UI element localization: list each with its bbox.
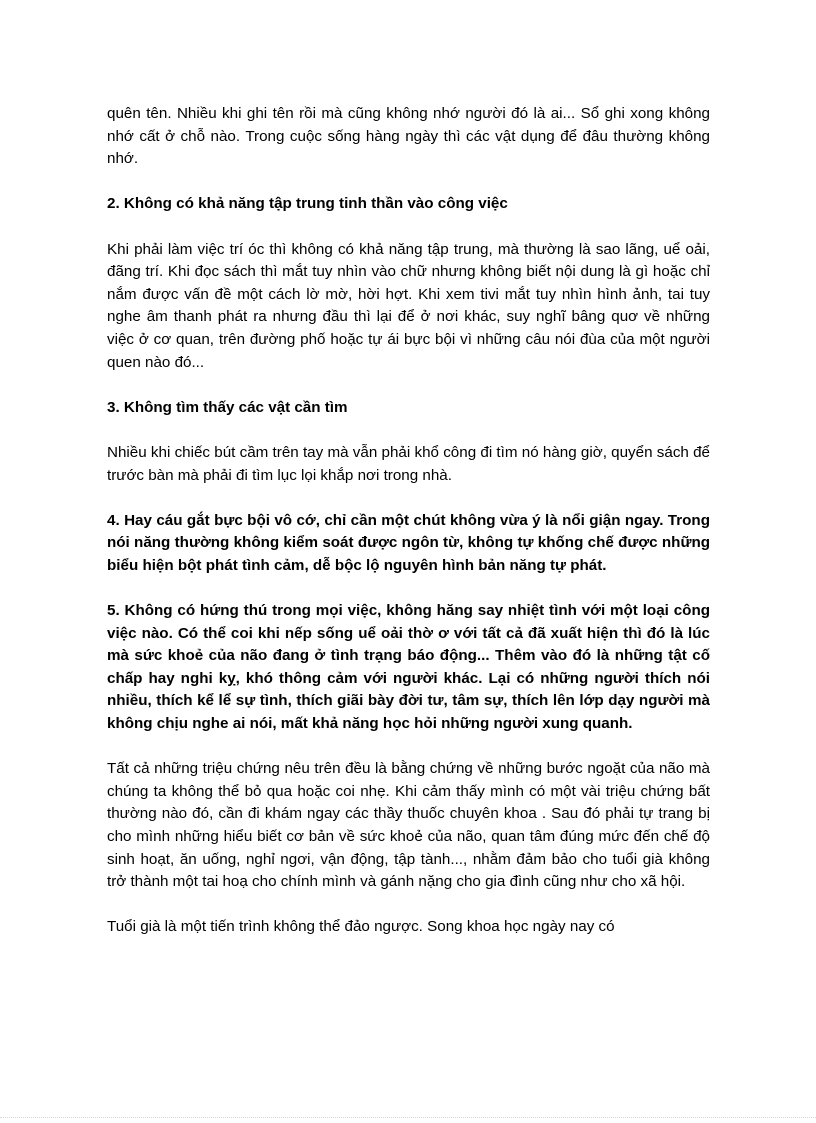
paragraph-section-4: 4. Hay cáu gắt bực bội vô cớ, chỉ cần một chút không vừa ý là nổi giận ngay. Trong nói năng thường không kiểm soát được ngôn từ, không tự khống chế được những biểu hiện bột phát tình cảm, dễ bộc lộ nguyên hình bản năng tự phát.	[107, 511, 710, 574]
paragraph-summary: Tất cả những triệu chứng nêu trên đều là bằng chứng về những bước ngoặt của não mà chúng ta không thể bỏ qua hoặc coi nhẹ. Khi cảm thấy mình có một vài triệu chứng bất thường nào đó, cần đi khám ngay các thầy thuốc chuyên khoa . Sau đó phải tự trang bị cho mình những hiểu biết cơ bản về sức khoẻ của não, quan tâm đúng mức đến chế độ sinh hoạt, ăn uống, nghỉ ngơi, vận động, tập tành..., nhằm đảm bảo cho tuổi già không trở thành một tai hoạ cho chính mình và gánh nặng cho gia đình cũng như cho xã hội.	[107, 760, 710, 891]
paragraph-closing: Tuổi già là một tiến trình không thể đảo ngược. Song khoa học ngày nay có	[107, 918, 615, 936]
paragraph-section-5: 5. Không có hứng thú trong mọi việc, không hăng say nhiệt tình với một loại công việc nào. Có thể coi khi nếp sống uể oải thờ ơ với tất cả đã xuất hiện thì đó là lúc mà sức khoẻ của não đang ở tình trạng báo động... Thêm vào đó là những tật cố chấp hay nghi kỵ, khó thông cảm với người khác. Lại có những người thích nói nhiều, thích kể lể sự tình, thích giãi bày đời tư, tâm sự, thích lên lớp dạy người mà không chịu nghe ai nói, mất khả năng học hỏi những người xung quanh.	[107, 602, 710, 733]
document-page	[107, 103, 710, 939]
section-heading-2: 2. Không có khả năng tập trung tinh thần vào công việc	[107, 195, 508, 213]
paragraph-intro: quên tên. Nhiều khi ghi tên rồi mà cũng không nhớ người đó là ai... Sổ ghi xong không nhớ cất ở chỗ nào. Trong cuộc sống hàng ngày thì các vật dụng để đâu thường không nhớ.	[107, 105, 710, 168]
section-heading-3: 3. Không tìm thấy các vật cần tìm	[107, 398, 348, 416]
page-bottom-divider	[0, 1117, 816, 1118]
paragraph-section-2: Khi phải làm việc trí óc thì không có khả năng tập trung, mà thường là sao lãng, uể oải, đãng trí. Khi đọc sách thì mắt tuy nhìn vào chữ nhưng không biết nội dung là gì hoặc chỉ nắm được vấn đề một cách lờ mờ, hời hợt. Khi xem tivi mắt tuy nhìn hình ảnh, tai tuy nghe âm thanh phát ra nhưng đầu thì lại để ở nơi khác, suy nghĩ bâng quơ về những việc ở cơ quan, trên đường phố hoặc tự ái bực bội vì những câu nói đùa của một người quen nào đó...	[107, 240, 710, 371]
paragraph-section-3: Nhiều khi chiếc bút cầm trên tay mà vẫn phải khổ công đi tìm nó hàng giờ, quyển sách để trước bàn mà phải đi tìm lục lọi khắp nơi trong nhà.	[107, 443, 710, 484]
